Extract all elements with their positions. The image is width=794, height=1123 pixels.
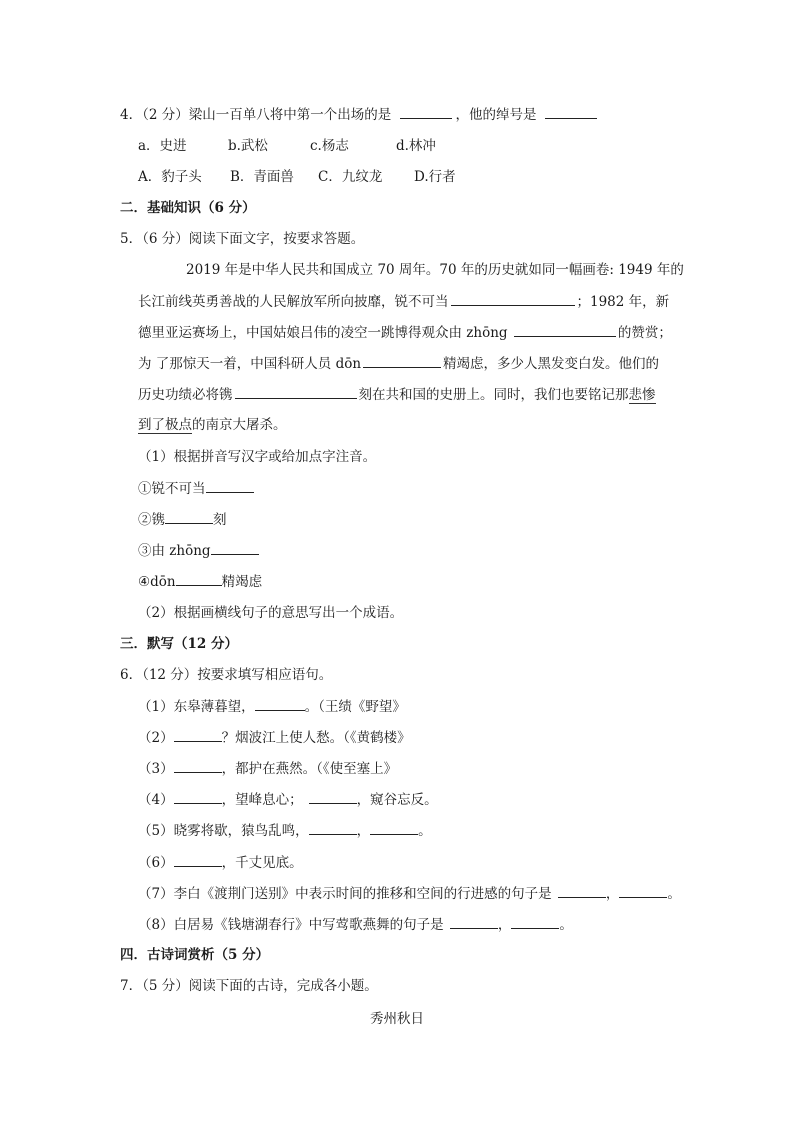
q5-passage-blank-4[interactable]	[235, 384, 357, 399]
q6-text: （6）	[138, 855, 174, 871]
q6-line-4	[138, 789, 438, 810]
q5-passage-blank-2[interactable]	[514, 322, 616, 337]
q4-stem	[120, 104, 597, 125]
q5-item-1	[138, 478, 254, 499]
q6-text: ，千丈见底。	[221, 855, 303, 871]
q4-option-c[interactable]: c.杨志	[310, 138, 349, 154]
q5-passage-blank-3[interactable]	[363, 353, 441, 368]
q5-passage-text: 德里亚运赛场上，中国姑娘吕伟的凌空一跳博得观众由 zhōng	[138, 325, 508, 341]
q6-blank-7a[interactable]	[558, 883, 606, 898]
q6-text: ，都护在燕然。（《使至塞上》	[221, 761, 398, 777]
q5-sub-question-2: （2）根据画横线句子的意思写出一个成语。	[138, 605, 404, 621]
q6-text: ，窥谷忘反。	[356, 792, 438, 808]
q6-blank-7b[interactable]	[619, 883, 667, 898]
q4-option-C[interactable]: C．九纹龙	[318, 169, 383, 185]
q4-blank-1[interactable]	[400, 104, 452, 119]
q6-text: （3）	[138, 761, 174, 777]
q5-passage-line-1: 2019 年是中华人民共和国成立 70 周年。70 年的历史就如同一幅画卷: 1949 年的	[186, 262, 684, 278]
q5-passage-blank-1[interactable]	[451, 291, 575, 306]
q5-passage-text: 为 了那惊天一着，中国科研人员 dōn	[138, 356, 362, 372]
q6-blank-4a[interactable]	[174, 789, 222, 804]
q5-item-2-text-b: 刻	[213, 512, 227, 528]
q6-blank-5a[interactable]	[309, 820, 357, 835]
q6-blank-1[interactable]	[255, 696, 305, 711]
q6-text: （7）李白《渡荆门送别》中表示时间的推移和空间的行进感的句子是	[138, 886, 552, 902]
q6-text: 。（王绩《野望》	[304, 699, 406, 715]
q5-passage-text: 长江前线英勇善战的人民解放军所向披靡，锐不可当	[138, 294, 449, 310]
q4-option-B[interactable]: B．青面兽	[230, 169, 294, 185]
q5-passage-text: 刻在共和国的史册上。同时，我们也要铭记那	[358, 387, 629, 403]
q5-underlined-sentence-part-1: 悲惨	[628, 387, 656, 403]
q6-line-6	[138, 852, 303, 873]
q6-text: 。	[418, 823, 432, 839]
q5-sub-question-1: （1）根据拼音写汉字或给加点字注音。	[138, 449, 377, 465]
q5-stem: 5．（6 分）阅读下面文字，按要求答题。	[120, 231, 365, 247]
q5-item-3-blank[interactable]	[211, 540, 259, 555]
q5-passage-line-4	[138, 353, 659, 374]
q4-stem-text-2: ，他的绰号是	[455, 107, 537, 123]
q5-item-4-blank[interactable]	[176, 571, 222, 586]
q6-text: （5）晓雾将歇，猿鸟乱鸣，	[138, 823, 309, 839]
q5-item-3-text: ③由 zhōng	[138, 543, 211, 559]
q5-item-2-blank[interactable]	[165, 509, 213, 524]
q6-text: 。	[559, 917, 573, 933]
q4-blank-2[interactable]	[545, 104, 597, 119]
q5-item-1-blank[interactable]	[206, 478, 254, 493]
q4-option-b[interactable]: b.武松	[228, 138, 268, 154]
q5-passage-text: 的南京大屠杀。	[192, 417, 287, 433]
q6-line-8	[138, 914, 573, 935]
q6-line-5	[138, 820, 432, 841]
q6-text: 。	[667, 886, 681, 902]
q4-stem-text: 4．（2 分）梁山一百单八将中第一个出场的是	[120, 107, 392, 123]
q5-passage-text: 的赞赏；	[617, 325, 672, 341]
q6-line-1	[138, 696, 406, 717]
q4-option-A[interactable]: A．豹子头	[138, 169, 202, 185]
q6-blank-3[interactable]	[174, 758, 222, 773]
q6-blank-5b[interactable]	[370, 820, 418, 835]
q6-line-2	[138, 727, 411, 748]
q5-item-4	[138, 571, 262, 592]
q6-blank-6[interactable]	[174, 852, 222, 867]
q5-passage-line-6	[138, 415, 287, 435]
q5-item-4-text-b: 精竭虑	[221, 574, 263, 590]
q5-item-2-text: ②镌	[138, 512, 165, 528]
q5-passage-text: 历史功绩必将镌	[138, 387, 233, 403]
q6-line-3	[138, 758, 397, 779]
q6-text: ，望峰息心；	[221, 792, 303, 808]
q6-blank-2[interactable]	[174, 727, 222, 742]
q6-text: （2）	[138, 730, 174, 746]
q5-item-2	[138, 509, 227, 530]
q5-passage-line-3	[138, 322, 672, 343]
q5-underlined-sentence-part-2: 到了极点	[138, 417, 192, 433]
q4-option-a[interactable]: a．史进	[138, 138, 187, 154]
q6-blank-8a[interactable]	[450, 914, 498, 929]
q4-option-d[interactable]: d.林冲	[396, 138, 436, 154]
q4-option-D[interactable]: D.行者	[414, 169, 456, 185]
section-4-title: 四．古诗词赏析（5 分）	[120, 947, 270, 963]
section-2-title: 二．基础知识（6 分）	[120, 200, 256, 216]
q5-passage-line-2	[138, 291, 669, 312]
q6-text: ？烟波江上使人愁。（《黄鹤楼》	[221, 730, 411, 746]
q6-text: （8）白居易《钱塘湖春行》中写莺歌燕舞的句子是	[138, 917, 444, 933]
q6-text: （1）东皋薄暮望，	[138, 699, 255, 715]
q7-stem: 7．（5 分）阅读下面的古诗，完成各小题。	[120, 978, 378, 994]
q6-stem: 6．（12 分）按要求填写相应语句。	[120, 667, 333, 683]
q5-passage-text: ；1982 年，新	[576, 294, 670, 310]
section-3-title: 三．默写（12 分）	[120, 636, 238, 652]
q6-text: ，	[605, 886, 620, 902]
q5-item-3	[138, 540, 259, 561]
q6-blank-8b[interactable]	[511, 914, 559, 929]
q4-options-row2	[138, 167, 456, 187]
q5-item-4-text: ④dōn	[138, 574, 176, 590]
q7-poem-title: 秀州秋日	[370, 1011, 424, 1027]
q6-text: （4）	[138, 792, 174, 808]
q5-passage-line-5	[138, 384, 656, 405]
q6-text: ，	[356, 823, 371, 839]
q5-item-1-text: ①锐不可当	[138, 481, 206, 497]
q5-passage-text: 精竭虑，多少人黑发变白发。他们的	[443, 356, 660, 372]
q6-line-7	[138, 883, 681, 904]
q4-options-row1	[138, 136, 436, 156]
q6-text: ，	[497, 917, 512, 933]
q6-blank-4b[interactable]	[309, 789, 357, 804]
